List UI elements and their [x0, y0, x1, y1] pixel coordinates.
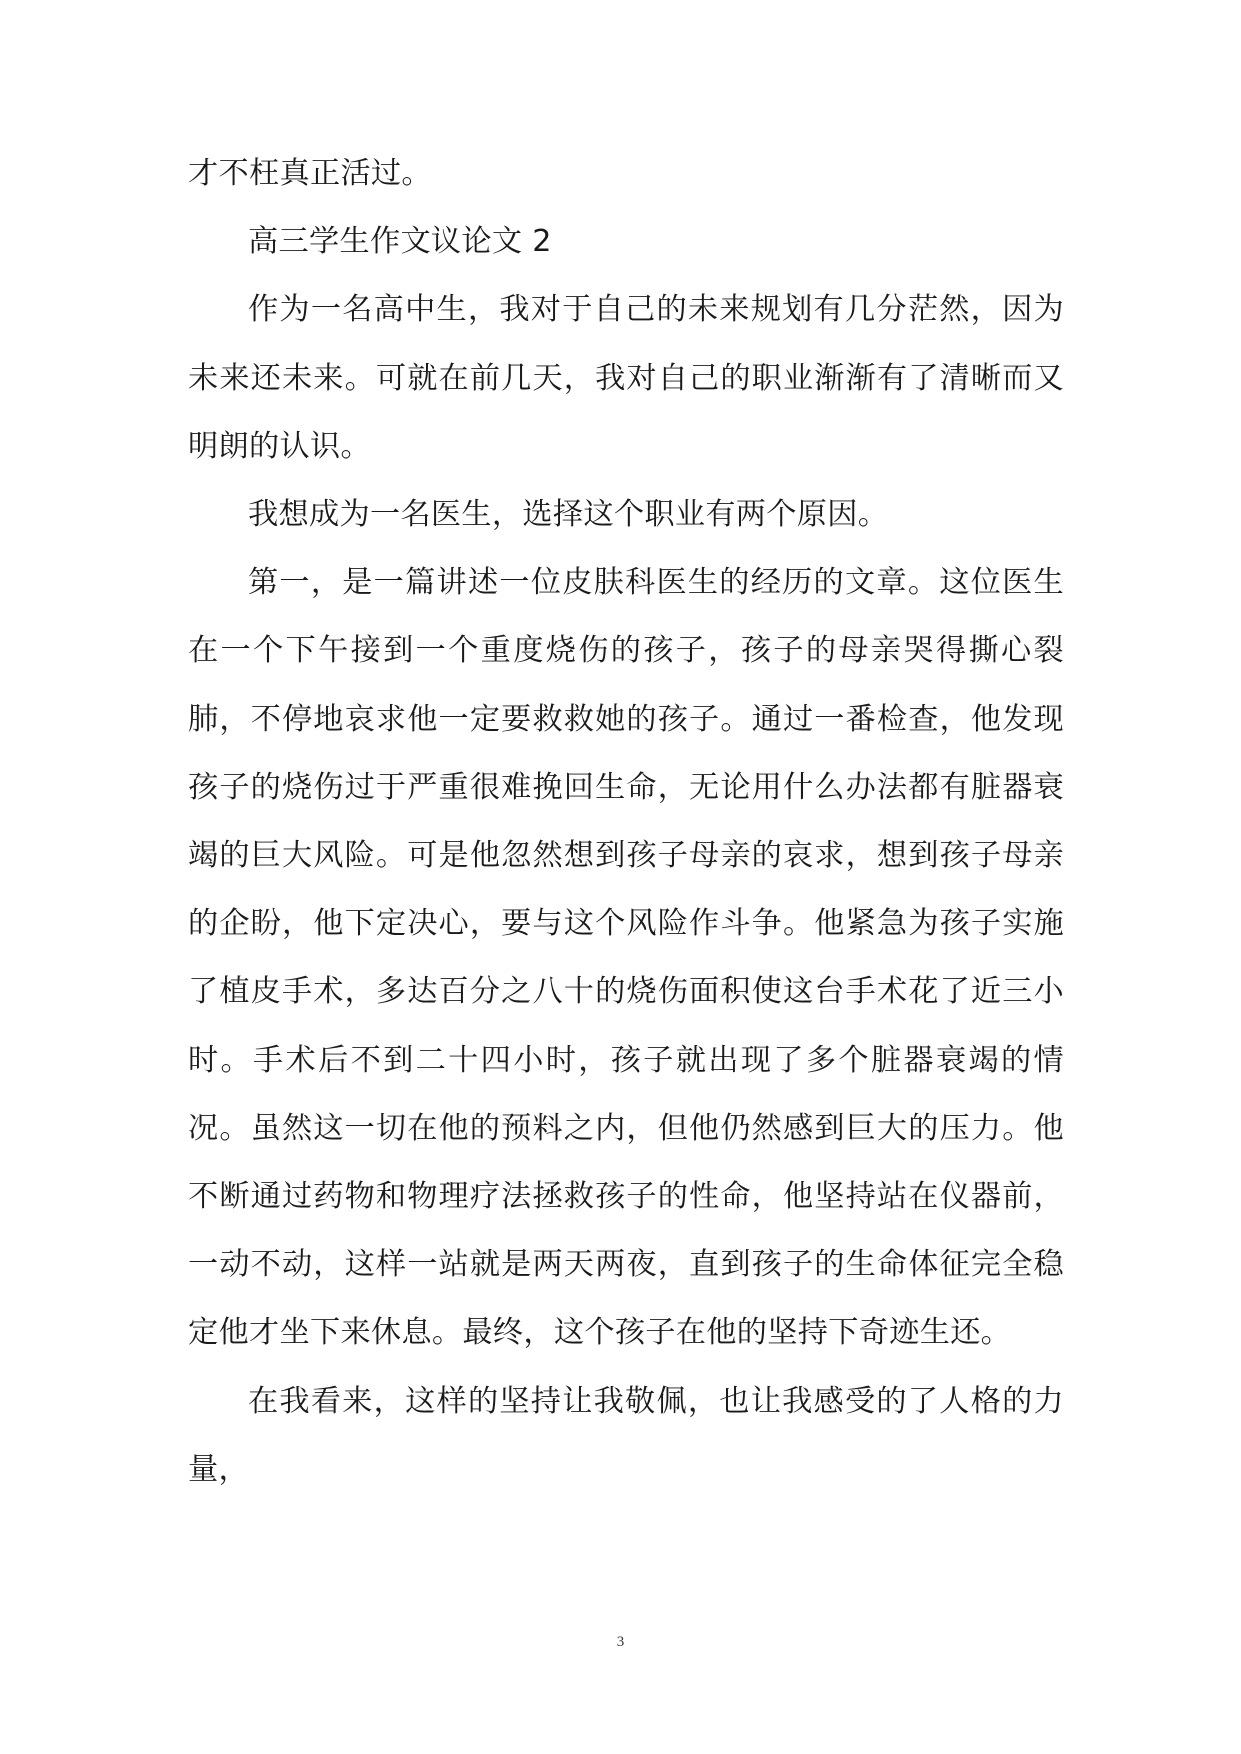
paragraph-intro: 作为一名高中生，我对于自己的未来规划有几分茫然，因为未来还未来。可就在前几天，我对自己的职业渐渐有了清晰而又明朗的认识。 [188, 292, 1064, 464]
paragraph-conclusion: 在我看来，这样的坚持让我敬佩，也让我感受的了人格的力量， [188, 1383, 1064, 1487]
paragraph-story: 第一，是一篇讲述一位皮肤科医生的经历的文章。这位医生在一个下午接到一个重度烧伤的孩子，孩子的母亲哭得撕心裂肺，不停地哀求他一定要救救她的孩子。通过一番检查，他发现孩子的烧伤过于严重很难挽回生命，无论用什么办法都有脏器衰竭的巨大风险。可是他忽然想到孩子母亲的哀求，想到孩子母亲的企盼，他下定决心，要与这个风险作斗争。他紧急为孩子实施了植皮手术，多达百分之八十的烧伤面积使这台手术花了近三小时。手术后不到二十四小时，孩子就出现了多个脏器衰竭的情况。虽然这一切在他的预料之内，但他仍然感到巨大的压力。他不断通过药物和物理疗法拯救孩子的性命，他坚持站在仪器前，一动不动，这样一站就是两天两夜，直到孩子的生命体征完全稳定他才坐下来休息。最终，这个孩子在他的坚持下奇迹生还。 [188, 565, 1064, 1351]
paragraph-continuation: 才不枉真正活过。 [188, 156, 432, 191]
document-body [188, 140, 1064, 1504]
section-heading: 高三学生作文议论文 2 [248, 224, 552, 260]
paragraph-reason: 我想成为一名医生，选择这个职业有两个原因。 [248, 497, 889, 533]
page-number: 3 [616, 1634, 625, 1650]
